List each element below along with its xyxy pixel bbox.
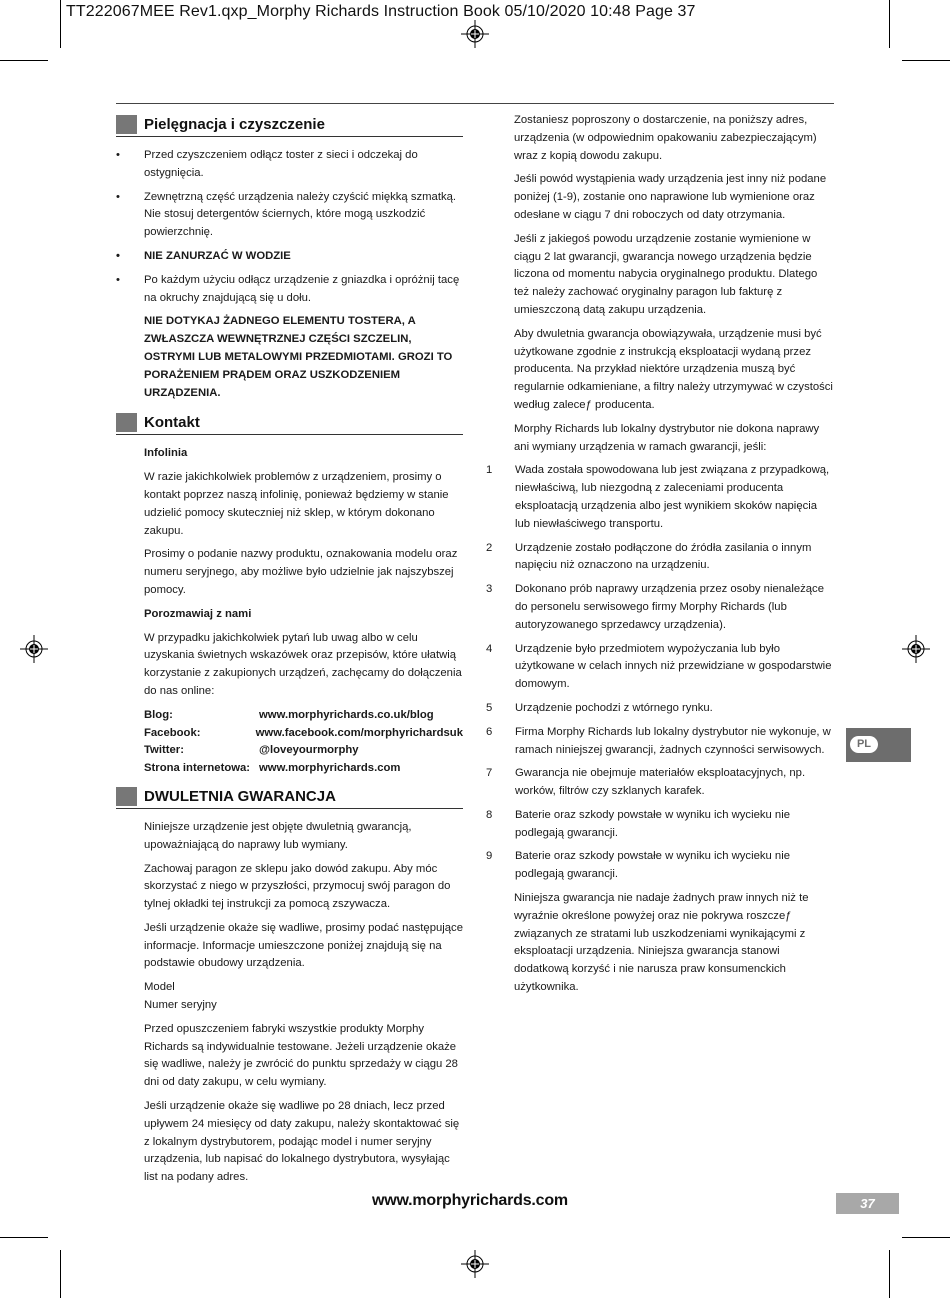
item-number: 9: [486, 850, 493, 863]
item-number: 5: [486, 701, 493, 714]
paragraph: Jeśli urządzenie okaże się wadliwe po 28 dniach, lecz przed upływem 24 miesięcy od daty zakupu, należy skontaktować się z lokalnym dystrybutorem, podając model i numer seryjny urządzenia, lub napisać do lokalnego dystrybutora, wysyłając list na podany adres.: [144, 1100, 460, 1184]
subheading: Porozmawiaj z nami: [144, 607, 252, 620]
paragraph: Zostaniesz poproszony o dostarczenie, na poniższy adres, urządzenia (w odpowiednim opakowaniu zabezpieczającym) wraz z kopią dowodu zakupu.: [514, 114, 817, 162]
paragraph: W przypadku jakichkolwiek pytań lub uwag albo w celu uzyskania świetnych wskazówek oraz przepisów, które ułatwią korzystanie z zakupionych urządzeń, zachęcamy do dołączenia do nas online:: [144, 631, 462, 697]
item-text: Urządzenie było przedmiotem wypożyczania lub było użytkowane w celach innych niż przewidziane w gospodarstwie domowym.: [515, 642, 832, 691]
paragraph: Przed opuszczeniem fabryki wszystkie produkty Morphy Richards są indywidualnie testowane. Jeżeli urządzenie okaże się wadliwe, należy je zwrócić do punktu sprzedaży w ciągu 28 dni od daty zakupu, w celu wymiany.: [144, 1022, 458, 1089]
numbered-item: [486, 807, 834, 843]
paragraph: W razie jakichkolwiek problemów z urządzeniem, prosimy o kontakt poprzez naszą infolinię, ponieważ będziemy w stanie udzielić pomocy skuteczniej niż sklep, w którym dokonano zakupu.: [144, 471, 449, 537]
crop-mark: [60, 0, 61, 48]
warning-text: NIE DOTYKAJ ŻADNEGO ELEMENTU TOSTERA, A ZWŁASZCZA WEWNĘTRZNEJ CZĘŚCI SZCZELIN, OSTRYMI LUB METALOWYMI PRZEDMIOTAMI. GROZI TO PORAŻENIEM PRĄDEM ORAZ USZKODZENIEM URZĄDZENIA.: [144, 315, 453, 399]
section-marker: [116, 413, 137, 432]
list-item: [116, 248, 463, 266]
subheading: Infolinia: [144, 447, 188, 460]
paragraph: Jeśli z jakiegoś powodu urządzenie zostanie wymienione w ciągu 2 lat gwarancji, gwarancja nowego urządzenia będzie liczona od momentu nabycia oryginalnego produktu. Dlatego też należy zachować oryginalny paragon lub fakturę z umieszczoną datą zakupu urządzenia.: [514, 232, 818, 316]
link-url[interactable]: www.morphyrichards.com: [259, 762, 401, 775]
paragraph: Prosimy o podanie nazwy produktu, oznakowania modelu oraz numeru seryjnego, aby możliwe było udzielnie jak najszybszej pomocy.: [144, 548, 458, 596]
link-row: [144, 760, 463, 778]
list-item-text: NIE ZANURZAĆ W WODZIE: [144, 249, 291, 262]
link-url[interactable]: www.morphyrichards.co.uk/blog: [259, 708, 434, 721]
link-label: Blog:: [144, 708, 173, 721]
left-column: [116, 114, 463, 1193]
list-item-text: Po każdym użyciu odłącz urządzenie z gniazdka i opróżnij tacę na okruchy znajdującą się u dołu.: [144, 273, 460, 304]
numbered-item: [486, 765, 834, 801]
link-label: Facebook:: [144, 726, 201, 739]
list-item: [116, 189, 463, 242]
registration-mark-icon: [902, 635, 930, 663]
item-number: 2: [486, 541, 493, 554]
link-label: Twitter:: [144, 744, 184, 757]
list-item-text: Zewnętrzną część urządzenia należy czyścić miękką szmatką. Nie stosuj detergentów ściernych, które mogą uszkodzić powierzchnię.: [144, 190, 457, 239]
item-text: Gwarancja nie obejmuje materiałów eksploatacyjnych, np. worków, filtrów czy szklanych karafek.: [515, 767, 806, 798]
serial-label: Numer seryjny: [144, 999, 217, 1012]
paragraph: Jeśli urządzenie okaże się wadliwe, prosimy podać następujące informacje. Informacje umieszczone poniżej znajdują się na podstawie obudowy urządzenia.: [144, 921, 463, 970]
item-number: 3: [486, 583, 493, 596]
item-text: Urządzenie pochodzi z wtórnego rynku.: [515, 701, 713, 714]
paragraph: Morphy Richards lub lokalny dystrybutor nie dokona naprawy ani wymiany urządzenia w ramach gwarancji, jeśli:: [514, 422, 820, 453]
paragraph: Zachowaj paragon ze sklepu jako dowód zakupu. Aby móc skorzystać z niego w przyszłości, przymocuj swój paragon do tylnej okładki tej instrukcji za pomocą zszywacza.: [144, 862, 451, 911]
right-column: [486, 112, 834, 1003]
crop-mark: [0, 60, 48, 61]
item-number: 4: [486, 642, 493, 655]
language-tab: [846, 728, 911, 762]
list-item: [116, 147, 463, 183]
item-text: Dokonano prób naprawy urządzenia przez osoby nienależące do personelu serwisowego firmy Morphy Richards (lub autoryzowanego sprzedawcy urządzenia).: [515, 583, 824, 631]
section-header-care: [116, 114, 463, 137]
bullet-icon: •: [116, 273, 120, 286]
paragraph: Jeśli powód wystąpienia wady urządzenia jest inny niż podane poniżej (1-9), zostanie ono naprawione lub wymienione oraz odesłane w ciągu 7 dni roboczych od daty otrzymania.: [514, 173, 827, 221]
crop-mark: [902, 1237, 950, 1238]
crop-mark: [0, 1237, 48, 1238]
paragraph: Niniejsza gwarancja nie nadaje żadnych praw innych niż te wyraźnie określone powyżej oraz nie pokrywa roszczeƒ związanych ze stratami lub uszkodzeniami wynikającymi z eksploatacji urządzenia. Niniejsza gwarancja stanowi dodatkową korzyść i nie narusza praw konsumenckich użytkownika.: [514, 892, 809, 994]
print-slug: TT222067MEE Rev1.qxp_Morphy Richards Instruction Book 05/10/2020 10:48 Page 37: [66, 3, 696, 20]
crop-mark: [889, 1250, 890, 1298]
registration-mark-icon: [20, 635, 48, 663]
numbered-item: [486, 848, 834, 884]
paragraph: Aby dwuletnia gwarancja obowiązywała, urządzenie musi być użytkowane zgodnie z instrukcją eksploatacji wydaną przez producenta. Na przykład niektóre urządzenia muszą być regularnie odkamieniane, a filtry należy utrzymywać w czystości według zaleceƒ producenta.: [514, 327, 833, 411]
link-row: [144, 742, 463, 760]
bullet-icon: •: [116, 149, 120, 161]
language-label: PL: [850, 736, 878, 753]
numbered-item: [486, 700, 834, 718]
numbered-item: [486, 581, 834, 634]
list-item-text: Przed czyszczeniem odłącz toster z sieci i odczekaj do ostygnięcia.: [144, 149, 418, 179]
bullet-icon: •: [116, 190, 120, 203]
section-title: DWULETNIA GWARANCJA: [144, 787, 336, 805]
link-label: Strona internetowa:: [144, 762, 251, 775]
item-text: Urządzenie zostało podłączone do źródła zasilania o innym napięciu niż oznaczono na urządzeniu.: [515, 541, 812, 572]
item-text: Baterie oraz szkody powstałe w wyniku ich wycieku nie podlegają gwarancji.: [515, 808, 791, 839]
link-row: [144, 707, 463, 725]
item-text: Wada została spowodowana lub jest związana z przypadkową, niewłaściwą, lub niezgodną z zaleceniami producenta eksploatacją urządzenia albo jest wynikiem skoków napięcia lub niewłaściwego transportu.: [515, 464, 830, 530]
crop-mark: [902, 60, 950, 61]
item-number: 1: [486, 464, 493, 477]
footer-url[interactable]: www.morphyrichards.com: [372, 1192, 568, 1209]
numbered-item: [486, 462, 834, 533]
item-text: Baterie oraz szkody powstałe w wyniku ich wycieku nie podlegają gwarancji.: [515, 850, 791, 881]
page-number: 37: [836, 1193, 899, 1214]
crop-mark: [60, 1250, 61, 1298]
section-marker: [116, 787, 137, 806]
item-text: Firma Morphy Richards lub lokalny dystrybutor nie wykonuje, w ramach niniejszej gwarancji, żadnych czynności serwisowych.: [515, 725, 831, 756]
numbered-item: [486, 540, 834, 576]
registration-mark-icon: [461, 1250, 489, 1278]
bullet-icon: •: [116, 249, 120, 262]
item-number: 7: [486, 767, 493, 780]
social-links: [116, 707, 463, 778]
crop-mark: [889, 0, 890, 48]
section-header-warranty: [116, 786, 463, 809]
link-row: [144, 725, 463, 743]
section-marker: [116, 115, 137, 134]
registration-mark-icon: [461, 20, 489, 48]
numbered-item: [486, 724, 834, 760]
section-header-contact: [116, 412, 463, 435]
link-url[interactable]: www.facebook.com/morphyrichardsuk: [255, 726, 463, 739]
section-title: Pielęgnacja i czyszczenie: [144, 116, 325, 133]
numbered-item: [486, 641, 834, 694]
item-number: 6: [486, 725, 493, 738]
top-rule: [116, 103, 834, 104]
link-url[interactable]: @loveyourmorphy: [259, 744, 359, 757]
paragraph: Niniejsze urządzenie jest objęte dwuletnią gwarancją, upoważniającą do naprawy lub wymiany.: [144, 820, 412, 851]
model-label: Model: [144, 981, 175, 994]
list-item: [116, 272, 463, 308]
section-title: Kontakt: [144, 414, 200, 432]
item-number: 8: [486, 808, 493, 821]
